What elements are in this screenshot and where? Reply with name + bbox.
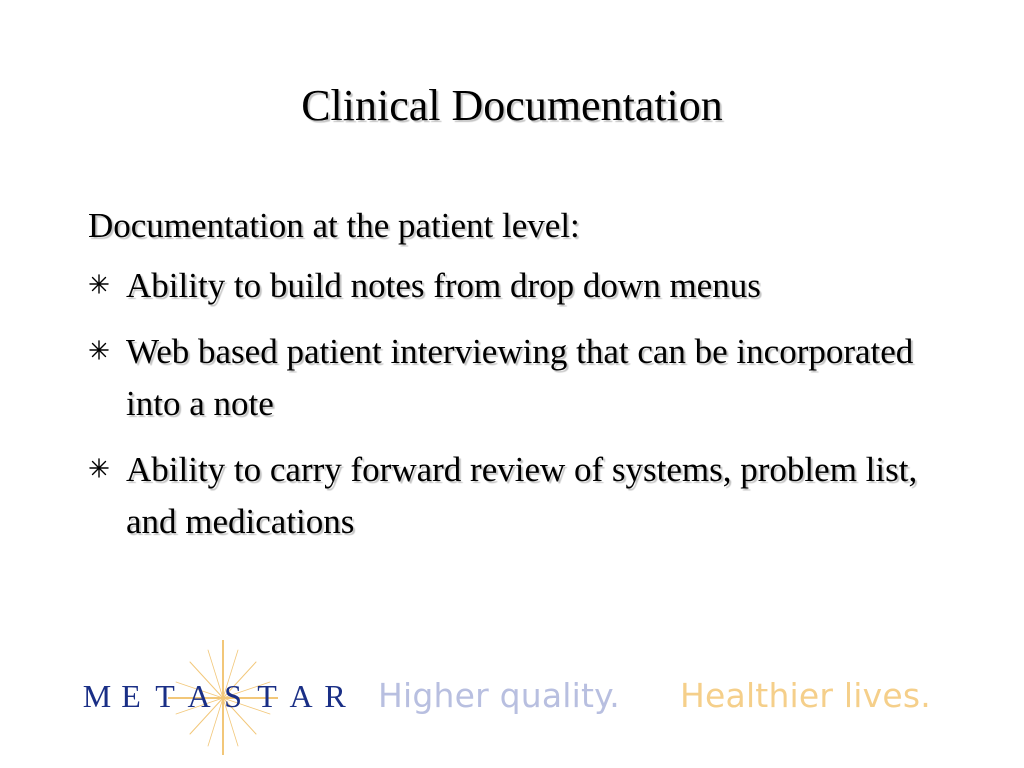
slide-title: Clinical Documentation — [301, 81, 723, 130]
bullet-list — [88, 260, 948, 548]
bullet-text: Web based patient interviewing that can be incorporated into a note — [126, 332, 914, 423]
bullet-text: Ability to build notes from drop down menus — [126, 266, 761, 305]
asterisk-bullet-icon — [88, 339, 110, 361]
bullet-item — [88, 444, 948, 548]
bullet-text: Ability to carry forward review of systems, problem list, and medications — [126, 450, 918, 541]
tagline-healthier-lives: Healthier lives. — [680, 676, 931, 715]
footer-branding — [0, 640, 1024, 760]
intro-text: Documentation at the patient level: — [88, 206, 580, 245]
bullet-item — [88, 260, 948, 312]
bullet-item — [88, 326, 948, 430]
tagline-higher-quality: Higher quality. — [378, 676, 620, 715]
slide-body — [88, 200, 948, 562]
asterisk-bullet-icon — [88, 273, 110, 295]
metastar-logo: M E T A S T A R — [82, 678, 346, 714]
asterisk-bullet-icon — [88, 457, 110, 479]
